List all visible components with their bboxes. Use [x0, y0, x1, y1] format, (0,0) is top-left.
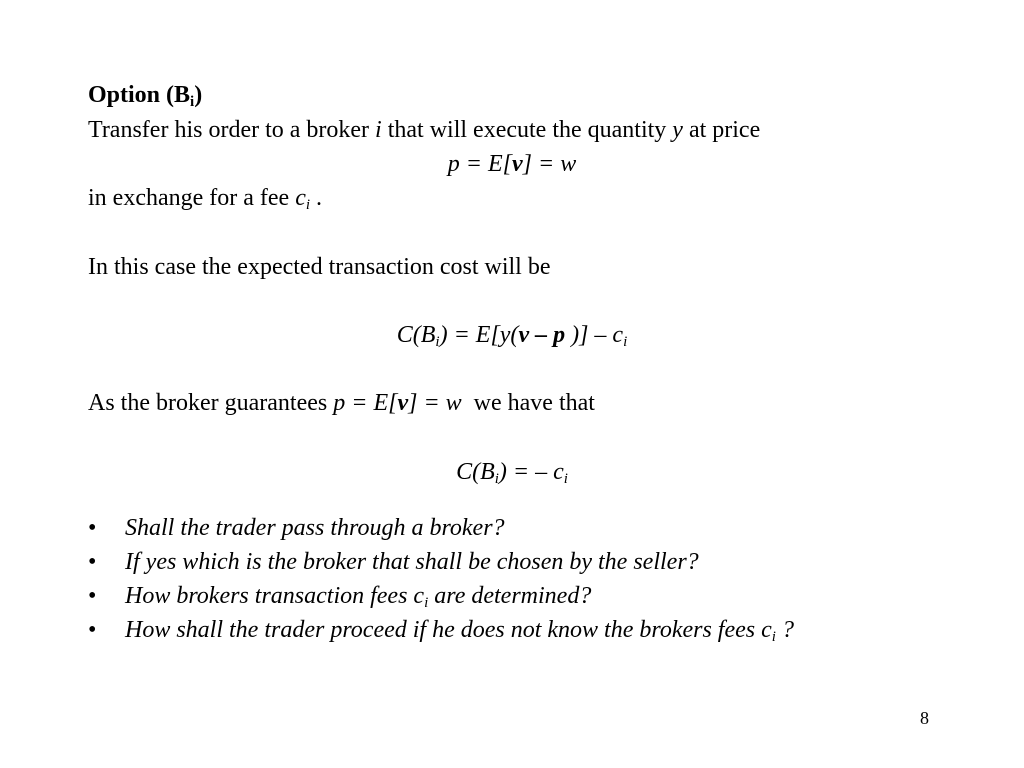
eq-subscript: i	[435, 334, 440, 350]
text-run: at price	[682, 117, 761, 143]
eq-run: ) = E[y(	[439, 322, 519, 348]
page-number: 8	[920, 708, 929, 728]
bullet-subscript: i	[424, 595, 429, 611]
eq-run: p = E[	[333, 390, 398, 416]
equation-cost	[0, 322, 1024, 350]
eq-run: ) = – c	[498, 459, 564, 485]
bullet-text	[125, 550, 699, 574]
eq-bold-term: v – p	[518, 322, 566, 348]
equation-price	[0, 152, 1024, 176]
paragraph-guarantee	[88, 391, 595, 415]
eq-var-v: v	[512, 151, 523, 177]
heading-text: Option (B	[88, 82, 191, 108]
bullet-subscript: i	[771, 629, 776, 645]
eq-run: )] – c	[565, 322, 624, 348]
eq-var-v: v	[397, 390, 409, 416]
slide-heading	[88, 82, 203, 110]
bullet-text	[125, 617, 794, 645]
paragraph-transfer	[88, 118, 760, 142]
eq-run: C(B	[456, 459, 495, 485]
bullet-dot: •	[88, 515, 97, 541]
eq-run: p = E[	[447, 151, 512, 177]
text-run: If yes which is the broker that shall be chosen by the seller?	[125, 549, 699, 575]
eq-subscript: i	[494, 471, 499, 487]
var-subscript: i	[305, 197, 311, 213]
var-y: y	[672, 117, 683, 143]
eq-run: ] = w	[522, 151, 577, 177]
bullet-text	[125, 516, 505, 540]
text-run: Transfer his order to a broker	[88, 117, 376, 143]
text-run: As the broker guarantees	[88, 390, 334, 416]
var-i: i	[375, 117, 382, 143]
heading-close: )	[194, 82, 203, 108]
text-run: How shall the trader proceed if he does not know the brokers fees c	[125, 617, 772, 643]
text-run: we have that	[461, 390, 595, 416]
heading-subscript: i	[190, 94, 195, 110]
text-run: in exchange for a fee	[88, 185, 296, 211]
bullet-dot: •	[88, 617, 97, 643]
text-run: are determined?	[428, 583, 592, 609]
paragraph-fee	[88, 185, 323, 213]
bullet-dot: •	[88, 583, 97, 609]
equation-result	[0, 459, 1024, 487]
text-run: Shall the trader pass through a broker?	[125, 515, 505, 541]
bullet-text	[125, 583, 592, 611]
text-run: How brokers transaction fees c	[125, 583, 425, 609]
bullet-dot: •	[88, 549, 97, 575]
eq-run: ] = w	[408, 390, 462, 416]
eq-run: C(B	[396, 322, 436, 348]
var-c: c	[295, 185, 306, 211]
text-run: that will execute the quantity	[381, 117, 673, 143]
eq-subscript: i	[563, 471, 568, 487]
eq-subscript: i	[623, 334, 628, 350]
text-run: .	[310, 185, 323, 211]
text-run: ?	[775, 617, 794, 643]
paragraph-expected-cost: In this case the expected transaction cost will be	[88, 254, 551, 280]
